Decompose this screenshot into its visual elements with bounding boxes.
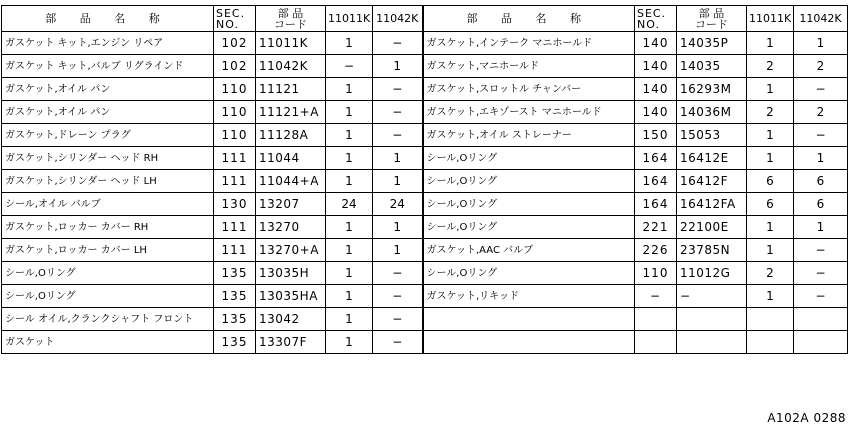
qty-model-a-right: 2 (747, 55, 794, 78)
table-row (2, 308, 848, 331)
qty-model-a-left: 1 (326, 170, 373, 193)
part-code-left: 11121+A (256, 101, 326, 124)
qty-model-b-right: − (794, 124, 848, 147)
qty-model-a-right: 6 (747, 170, 794, 193)
part-name-left: ガスケット,ドレーン プラグ (2, 124, 214, 147)
sec-no-left: 135 (214, 308, 256, 331)
qty-model-a-right: 2 (747, 262, 794, 285)
qty-model-a-left: 1 (326, 32, 373, 55)
qty-model-a-left: 1 (326, 78, 373, 101)
part-name-right: シール,Oリング (423, 216, 635, 239)
part-code-right: 16412FA (677, 193, 747, 216)
qty-model-b-left: − (373, 331, 423, 354)
part-code-left: 11044+A (256, 170, 326, 193)
qty-model-b-right: 1 (794, 216, 848, 239)
qty-model-b-right: 1 (794, 147, 848, 170)
part-code-right: 15053 (677, 124, 747, 147)
qty-model-a-left: 24 (326, 193, 373, 216)
part-code-left: 13207 (256, 193, 326, 216)
qty-model-b-right: 6 (794, 193, 848, 216)
part-name-left: ガスケット,シリンダー ヘッド RH (2, 147, 214, 170)
qty-model-b-left: − (373, 78, 423, 101)
qty-model-b-left: − (373, 285, 423, 308)
sec-no-right: 226 (635, 239, 677, 262)
sec-no-right: 140 (635, 55, 677, 78)
qty-model-b-right (794, 308, 848, 331)
qty-model-b-right: 2 (794, 55, 848, 78)
part-code-left: 13035HA (256, 285, 326, 308)
qty-model-a-left: − (326, 55, 373, 78)
qty-model-b-left: 1 (373, 239, 423, 262)
qty-model-b-right: − (794, 262, 848, 285)
part-code-left: 11128A (256, 124, 326, 147)
part-name-right: シール,Oリング (423, 262, 635, 285)
qty-model-a-right: 1 (747, 78, 794, 101)
sec-no-right: 164 (635, 147, 677, 170)
part-name-right: ガスケット,スロットル チャンバー (423, 78, 635, 101)
header-row (2, 6, 848, 32)
part-name-right: シール,Oリング (423, 147, 635, 170)
part-code-left: 11121 (256, 78, 326, 101)
sec-no-left: 110 (214, 101, 256, 124)
part-name-left: ガスケット,ロッカー カバー LH (2, 239, 214, 262)
part-code-right: 23785N (677, 239, 747, 262)
sec-no-right: 140 (635, 78, 677, 101)
part-name-left: シール,Oリング (2, 285, 214, 308)
part-name-right: シール,Oリング (423, 170, 635, 193)
part-code-right (677, 308, 747, 331)
table-row (2, 285, 848, 308)
part-code-right: 14035 (677, 55, 747, 78)
qty-model-b-right (794, 331, 848, 354)
sec-no-left: 102 (214, 55, 256, 78)
part-name-right: ガスケット,エキゾースト マニホールド (423, 101, 635, 124)
sec-no-right: 140 (635, 32, 677, 55)
parts-table-body (2, 32, 848, 354)
sec-no-left: 110 (214, 78, 256, 101)
sec-no-right: 150 (635, 124, 677, 147)
part-code-left: 13270+A (256, 239, 326, 262)
qty-model-b-left: − (373, 262, 423, 285)
table-row (2, 55, 848, 78)
part-code-left: 13042 (256, 308, 326, 331)
qty-model-a-left: 1 (326, 308, 373, 331)
header-code-line1: 部 品 (277, 6, 304, 20)
table-row (2, 124, 848, 147)
sec-no-right: 164 (635, 193, 677, 216)
qty-model-a-left: 1 (326, 101, 373, 124)
part-code-right: − (677, 285, 747, 308)
part-name-left: ガスケット,オイル パン (2, 101, 214, 124)
table-row (2, 170, 848, 193)
header-part-code-right (677, 6, 747, 32)
sec-no-left: 111 (214, 216, 256, 239)
part-name-left: ガスケット (2, 331, 214, 354)
qty-model-b-right: 6 (794, 170, 848, 193)
table-row (2, 32, 848, 55)
table-row (2, 78, 848, 101)
part-name-right: ガスケット,インテーク マニホールド (423, 32, 635, 55)
sec-no-left: 135 (214, 331, 256, 354)
qty-model-b-left: − (373, 308, 423, 331)
part-name-left: ガスケット キット,バルブ リグラインド (2, 55, 214, 78)
part-code-right: 11012G (677, 262, 747, 285)
qty-model-b-left: 1 (373, 216, 423, 239)
qty-model-a-left: 1 (326, 285, 373, 308)
sec-no-left: 135 (214, 262, 256, 285)
part-name-right: シール,Oリング (423, 193, 635, 216)
part-name-left: シール,Oリング (2, 262, 214, 285)
header-part-name-right: 部 品 名 称 (423, 6, 635, 32)
parts-table (1, 5, 848, 354)
header-model-a-right: 11011K (747, 6, 794, 32)
qty-model-b-right: 2 (794, 101, 848, 124)
header-part-name-left: 部 品 名 称 (2, 6, 214, 32)
qty-model-b-left: 1 (373, 170, 423, 193)
part-name-right: ガスケット,AAC バルブ (423, 239, 635, 262)
sec-no-right: 221 (635, 216, 677, 239)
qty-model-a-right: 6 (747, 193, 794, 216)
qty-model-b-right: − (794, 78, 848, 101)
part-name-left: ガスケット,シリンダー ヘッド LH (2, 170, 214, 193)
header-code-line2: コード (274, 17, 307, 31)
sec-no-left: 111 (214, 147, 256, 170)
part-code-right (677, 331, 747, 354)
figure-id: A102A 0288 (767, 411, 846, 425)
sec-no-left: 130 (214, 193, 256, 216)
qty-model-a-right: 1 (747, 239, 794, 262)
part-name-right: ガスケット,オイル ストレーナー (423, 124, 635, 147)
header-model-b-right: 11042K (794, 6, 848, 32)
qty-model-a-left: 1 (326, 147, 373, 170)
sec-no-right (635, 308, 677, 331)
header-model-a-left: 11011K (326, 6, 373, 32)
sec-no-right: 164 (635, 170, 677, 193)
part-code-left: 13035H (256, 262, 326, 285)
part-code-left: 11042K (256, 55, 326, 78)
qty-model-a-left: 1 (326, 216, 373, 239)
part-name-right (423, 331, 635, 354)
qty-model-b-left: 24 (373, 193, 423, 216)
table-row (2, 101, 848, 124)
sec-no-left: 111 (214, 170, 256, 193)
header-part-code-left (256, 6, 326, 32)
sec-no-right: 110 (635, 262, 677, 285)
table-row (2, 216, 848, 239)
part-code-right: 22100E (677, 216, 747, 239)
sec-no-right (635, 331, 677, 354)
qty-model-a-right: 1 (747, 285, 794, 308)
qty-model-a-left: 1 (326, 239, 373, 262)
part-code-right: 16412F (677, 170, 747, 193)
part-code-left: 11044 (256, 147, 326, 170)
part-code-right: 16293M (677, 78, 747, 101)
header-sec-line2: NO. (216, 17, 239, 31)
part-name-left: ガスケット,オイル パン (2, 78, 214, 101)
part-code-left: 11011K (256, 32, 326, 55)
qty-model-a-right: 1 (747, 216, 794, 239)
part-name-left: ガスケット,ロッカー カバー RH (2, 216, 214, 239)
qty-model-a-left: 1 (326, 124, 373, 147)
sec-no-left: 111 (214, 239, 256, 262)
table-row (2, 331, 848, 354)
header-code-line1: 部 品 (698, 6, 725, 20)
qty-model-b-right: 1 (794, 32, 848, 55)
part-name-right: ガスケット,リキッド (423, 285, 635, 308)
qty-model-a-right: 1 (747, 32, 794, 55)
qty-model-a-right: 2 (747, 101, 794, 124)
header-sec-line1: SEC. (637, 6, 667, 20)
table-row (2, 239, 848, 262)
qty-model-b-right: − (794, 239, 848, 262)
part-code-right: 14036M (677, 101, 747, 124)
qty-model-a-right: 1 (747, 147, 794, 170)
header-sec-line1: SEC. (216, 6, 246, 20)
part-code-left: 13307F (256, 331, 326, 354)
table-row (2, 147, 848, 170)
header-sec-no-right (635, 6, 677, 32)
part-name-right: ガスケット,マニホールド (423, 55, 635, 78)
qty-model-b-left: − (373, 101, 423, 124)
table-row (2, 262, 848, 285)
part-code-left: 13270 (256, 216, 326, 239)
header-sec-no-left (214, 6, 256, 32)
header-sec-line2: NO. (637, 17, 660, 31)
sec-no-right: − (635, 285, 677, 308)
header-code-line2: コード (695, 17, 728, 31)
sec-no-left: 102 (214, 32, 256, 55)
qty-model-b-left: − (373, 32, 423, 55)
part-name-left: シール オイル,クランクシャフト フロント (2, 308, 214, 331)
part-name-right (423, 308, 635, 331)
sec-no-left: 110 (214, 124, 256, 147)
qty-model-a-right (747, 308, 794, 331)
table-row (2, 193, 848, 216)
qty-model-a-left: 1 (326, 331, 373, 354)
part-name-left: ガスケット キット,エンジン リペア (2, 32, 214, 55)
qty-model-b-left: 1 (373, 55, 423, 78)
qty-model-b-left: 1 (373, 147, 423, 170)
sec-no-right: 140 (635, 101, 677, 124)
sec-no-left: 135 (214, 285, 256, 308)
qty-model-a-right: 1 (747, 124, 794, 147)
qty-model-a-left: 1 (326, 262, 373, 285)
part-name-left: シール,オイル バルブ (2, 193, 214, 216)
part-code-right: 14035P (677, 32, 747, 55)
header-model-b-left: 11042K (373, 6, 423, 32)
part-code-right: 16412E (677, 147, 747, 170)
qty-model-a-right (747, 331, 794, 354)
qty-model-b-right: − (794, 285, 848, 308)
qty-model-b-left: − (373, 124, 423, 147)
